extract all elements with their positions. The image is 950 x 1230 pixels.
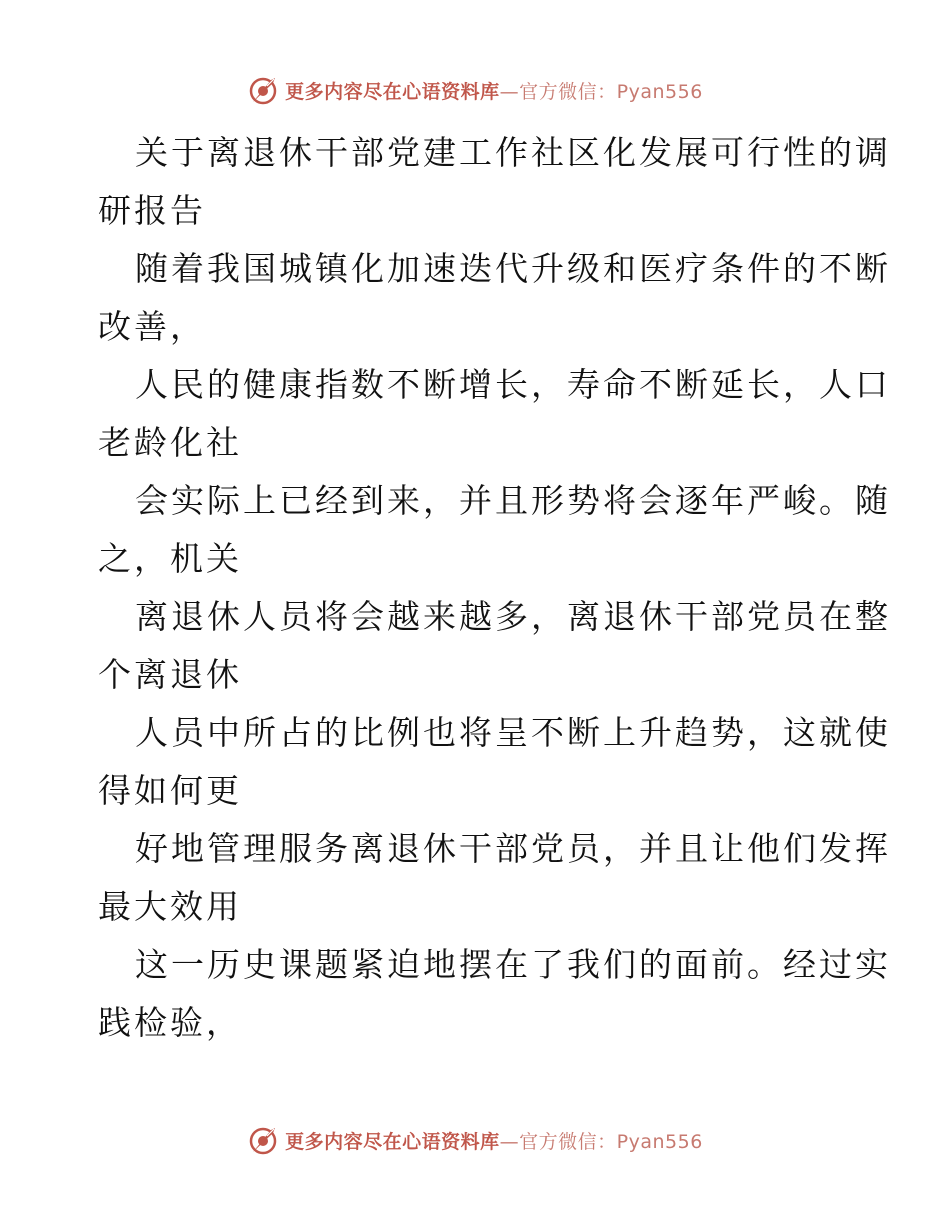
document-line: 之，机关 (98, 539, 242, 578)
document-body (98, 124, 891, 1052)
document-line: 人员中所占的比例也将呈不断上升趋势，这就使 (135, 713, 891, 752)
document-line: 人民的健康指数不断增长，寿命不断延长，人口 (135, 365, 891, 404)
document-line: 老龄化社 (98, 423, 242, 462)
document-line: 这一历史课题紧迫地摆在了我们的面前。经过实 (135, 945, 891, 984)
document-line: 得如何更 (98, 771, 242, 810)
document-line: 关于离退休干部党建工作社区化发展可行性的调 (135, 133, 891, 172)
document-line: 研报告 (98, 191, 206, 230)
header-banner-sub: —官方微信：Pyan556 (499, 80, 703, 103)
document-line: 好地管理服务离退休干部党员，并且让他们发挥 (135, 829, 891, 868)
document-line: 离退休人员将会越来越多，离退休干部党员在整 (135, 597, 891, 636)
header-banner (0, 70, 950, 110)
footer-banner-sub: —官方微信：Pyan556 (499, 1130, 703, 1153)
footer-banner-text (285, 1127, 703, 1154)
document-line: 随着我国城镇化加速迭代升级和医疗条件的不断 (135, 249, 891, 288)
document-line: 践检验， (98, 1003, 242, 1042)
document-line: 会实际上已经到来，并且形势将会逐年严峻。随 (135, 481, 891, 520)
quill-pen-logo-icon (247, 1124, 279, 1156)
document-line: 个离退休 (98, 655, 242, 694)
header-banner-main: 更多内容尽在心语资料库 (285, 80, 500, 103)
document-line: 最大效用 (98, 887, 242, 926)
footer-banner-main: 更多内容尽在心语资料库 (285, 1130, 500, 1153)
quill-pen-logo-icon (247, 74, 279, 106)
document-line: 改善， (98, 307, 206, 346)
header-banner-text (285, 77, 703, 104)
footer-banner (0, 1120, 950, 1160)
